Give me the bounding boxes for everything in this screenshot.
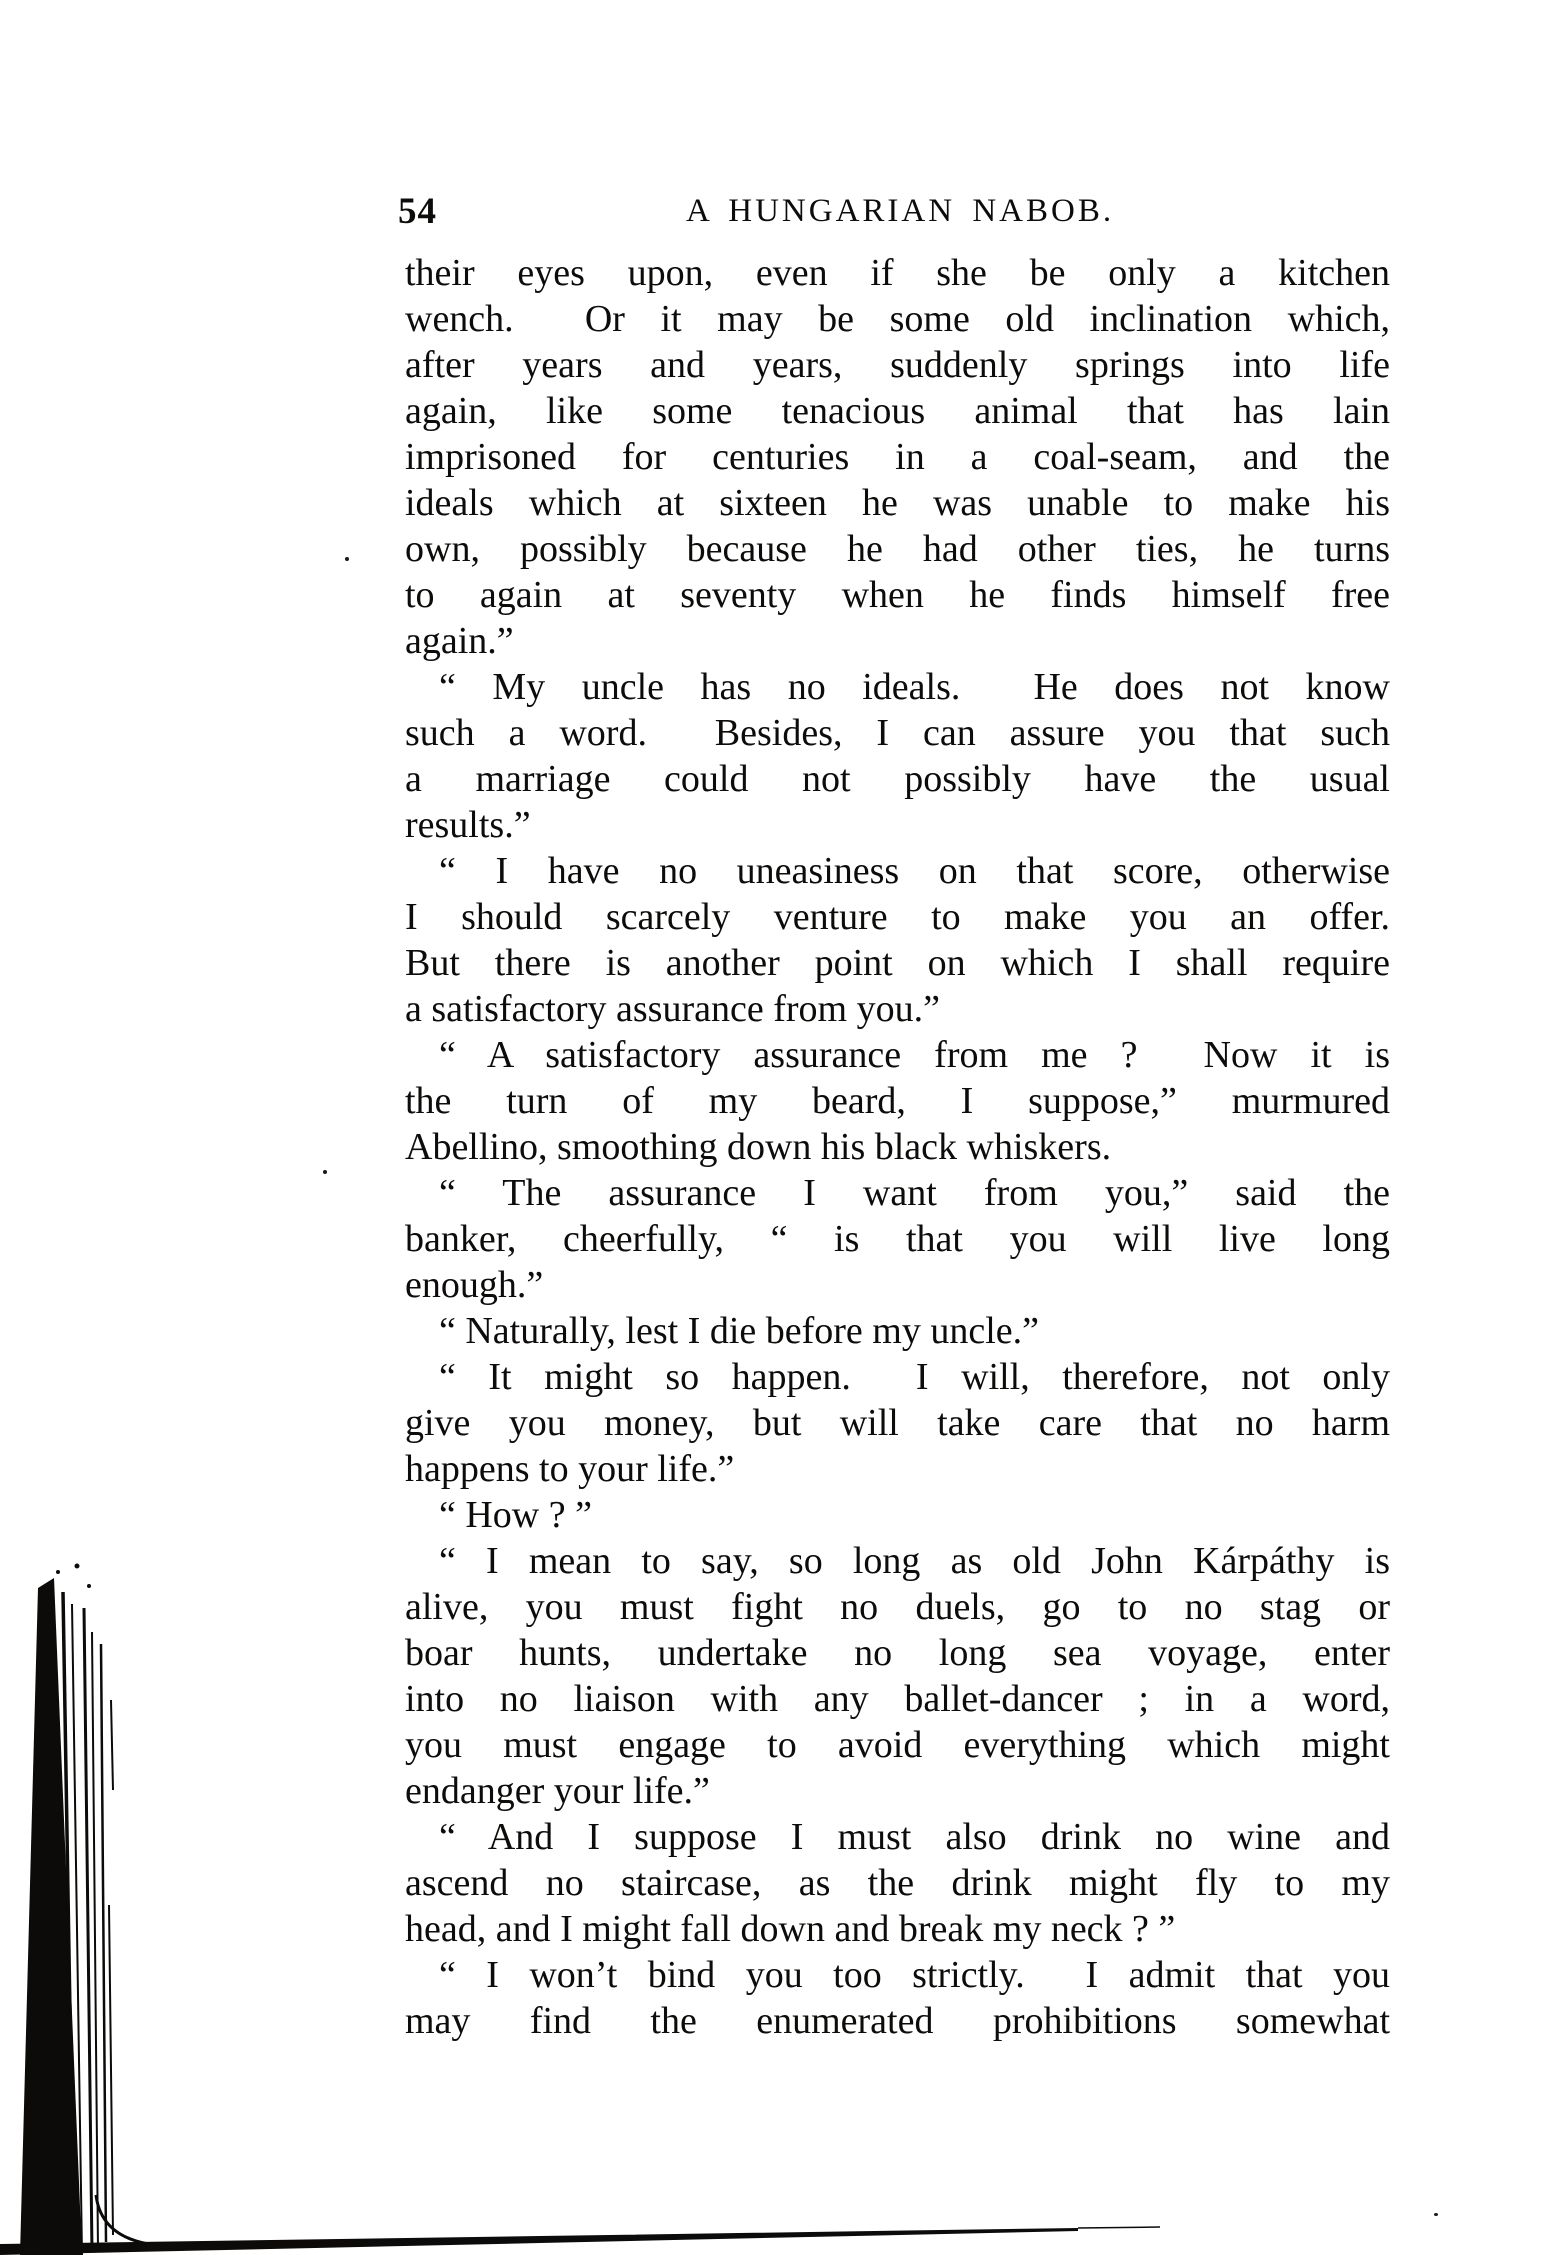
text-line: “ I won’t bind you too strictly. I admit that you bbox=[439, 1954, 1390, 1996]
text-line: “ And I suppose I must also drink no wine and bbox=[439, 1816, 1390, 1858]
page-text bbox=[405, 250, 1390, 2044]
text-line: may find the enumerated prohibitions somewhat bbox=[405, 2000, 1390, 2042]
text-line: ideals which at sixteen he was unable to make his bbox=[405, 482, 1390, 524]
text-line: wench. Or it may be some old inclination which, bbox=[405, 298, 1390, 340]
text-line: again, like some tenacious animal that has lain bbox=[405, 390, 1390, 432]
paragraph bbox=[405, 1308, 1390, 1354]
page-number: 54 bbox=[398, 191, 437, 232]
text-line: head, and I might fall down and break my neck ? ” bbox=[405, 1908, 1176, 1950]
text-line: a marriage could not possibly have the usual bbox=[405, 758, 1390, 800]
text-line: “ The assurance I want from you,” said the bbox=[439, 1172, 1390, 1214]
text-line: to again at seventy when he finds himself free bbox=[405, 574, 1390, 616]
text-line: again.” bbox=[405, 620, 514, 662]
text-line: “ I have no uneasiness on that score, otherwise bbox=[439, 850, 1390, 892]
text-line: results.” bbox=[405, 804, 531, 846]
paragraph bbox=[405, 1170, 1390, 1308]
text-line: Abellino, smoothing down his black whiskers. bbox=[405, 1126, 1112, 1168]
text-line: banker, cheerfully, “ is that you will live long bbox=[405, 1218, 1390, 1260]
text-line: happens to your life.” bbox=[405, 1448, 735, 1490]
text-line: a satisfactory assurance from you.” bbox=[405, 988, 940, 1030]
text-line: I should scarcely venture to make you an offer. bbox=[405, 896, 1390, 938]
text-line: such a word. Besides, I can assure you that such bbox=[405, 712, 1390, 754]
text-line: enough.” bbox=[405, 1264, 544, 1306]
text-line: “ My uncle has no ideals. He does not know bbox=[439, 666, 1390, 708]
text-line: after years and years, suddenly springs into life bbox=[405, 344, 1390, 386]
paragraph bbox=[405, 1538, 1390, 1814]
running-title: A HUNGARIAN NABOB. bbox=[686, 193, 1115, 229]
text-line: you must engage to avoid everything which might bbox=[405, 1724, 1390, 1766]
scan-speck bbox=[345, 557, 349, 561]
text-line: alive, you must fight no duels, go to no stag or bbox=[405, 1586, 1390, 1628]
text-line: into no liaison with any ballet-dancer ; in a word, bbox=[405, 1678, 1390, 1720]
text-line: give you money, but will take care that no harm bbox=[405, 1402, 1390, 1444]
text-line: ascend no staircase, as the drink might fly to my bbox=[405, 1862, 1390, 1904]
paragraph bbox=[405, 1032, 1390, 1170]
paragraph bbox=[405, 1492, 1390, 1538]
paragraph bbox=[405, 664, 1390, 848]
text-line: “ A satisfactory assurance from me ? Now it is bbox=[439, 1034, 1390, 1076]
text-line: But there is another point on which I shall require bbox=[405, 942, 1390, 984]
text-line: endanger your life.” bbox=[405, 1770, 710, 1812]
text-line: “ How ? ” bbox=[439, 1494, 592, 1536]
paragraph bbox=[405, 848, 1390, 1032]
paragraph bbox=[405, 1814, 1390, 1952]
text-line: the turn of my beard, I suppose,” murmured bbox=[405, 1080, 1390, 1122]
text-line: “ I mean to say, so long as old John Kárpáthy is bbox=[439, 1540, 1390, 1582]
text-line: “ Naturally, lest I die before my uncle.” bbox=[439, 1310, 1040, 1352]
paragraph bbox=[405, 250, 1390, 664]
paragraph bbox=[405, 1354, 1390, 1492]
text-line: “ It might so happen. I will, therefore, not only bbox=[439, 1356, 1390, 1398]
text-line: own, possibly because he had other ties, he turns bbox=[405, 528, 1390, 570]
scan-speck bbox=[323, 1170, 327, 1174]
text-line: boar hunts, undertake no long sea voyage, enter bbox=[405, 1632, 1390, 1674]
text-line: imprisoned for centuries in a coal-seam, and the bbox=[405, 436, 1390, 478]
paragraph bbox=[405, 1952, 1390, 2044]
text-line: their eyes upon, even if she be only a kitchen bbox=[405, 252, 1390, 294]
scan-speck bbox=[1434, 2213, 1438, 2216]
